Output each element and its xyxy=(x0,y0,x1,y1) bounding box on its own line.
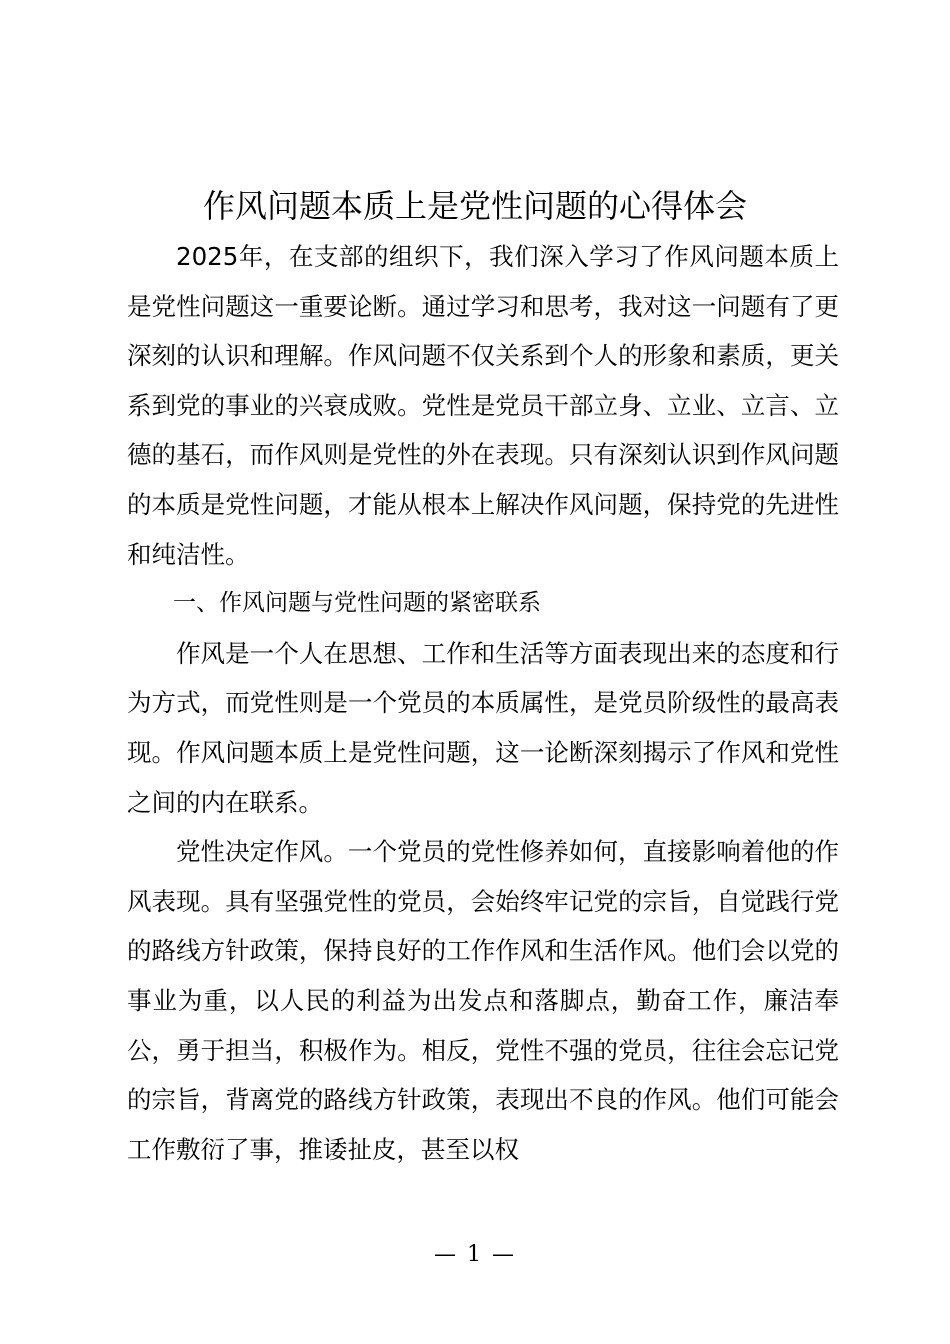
paragraph-section-1-intro: 作风是一个人在思想、工作和生活等方面表现出来的态度和行为方式，而党性则是一个党员的本质属性，是党员阶级性的最高表现。作风问题本质上是党性问题，这一论断深刻揭示了作风和党性之间的内在联系。 xyxy=(127,638,839,817)
paragraph-intro: 2025年，在支部的组织下，我们深入学习了作风问题本质上是党性问题这一重要论断。通过学习和思考，我对这一问题有了更深刻的认识和理解。作风问题不仅关系到个人的形象和素质，更关系到党的事业的兴衰成败。党性是党员干部立身、立业、立言、立德的基石，而作风则是党性的外在表现。只有深刻认识到作风问题的本质是党性问题，才能从根本上解决作风问题，保持党的先进性和纯洁性。 xyxy=(127,242,839,569)
section-heading-1: 一、作风问题与党性问题的紧密联系 xyxy=(173,590,541,617)
page-number: — 1 — xyxy=(434,1242,516,1267)
paragraph-party-spirit-decides-style: 党性决定作风。一个党员的党性修养如何，直接影响着他的作风表现。具有坚强党性的党员，会始终牢记党的宗旨，自觉践行党的路线方针政策，保持良好的工作作风和生活作风。他们会以党的事业为重，以人民的利益为出发点和落脚点，勤奋工作，廉洁奉公，勇于担当，积极作为。相反，党性不强的党员，往往会忘记党的宗旨，背离党的路线方针政策，表现出不良的作风。他们可能会工作敷衍了事，推诿扯皮，甚至以权 xyxy=(127,837,839,1164)
document-body xyxy=(127,232,839,1174)
document-title: 作风问题本质上是党性问题的心得体会 xyxy=(202,187,747,225)
